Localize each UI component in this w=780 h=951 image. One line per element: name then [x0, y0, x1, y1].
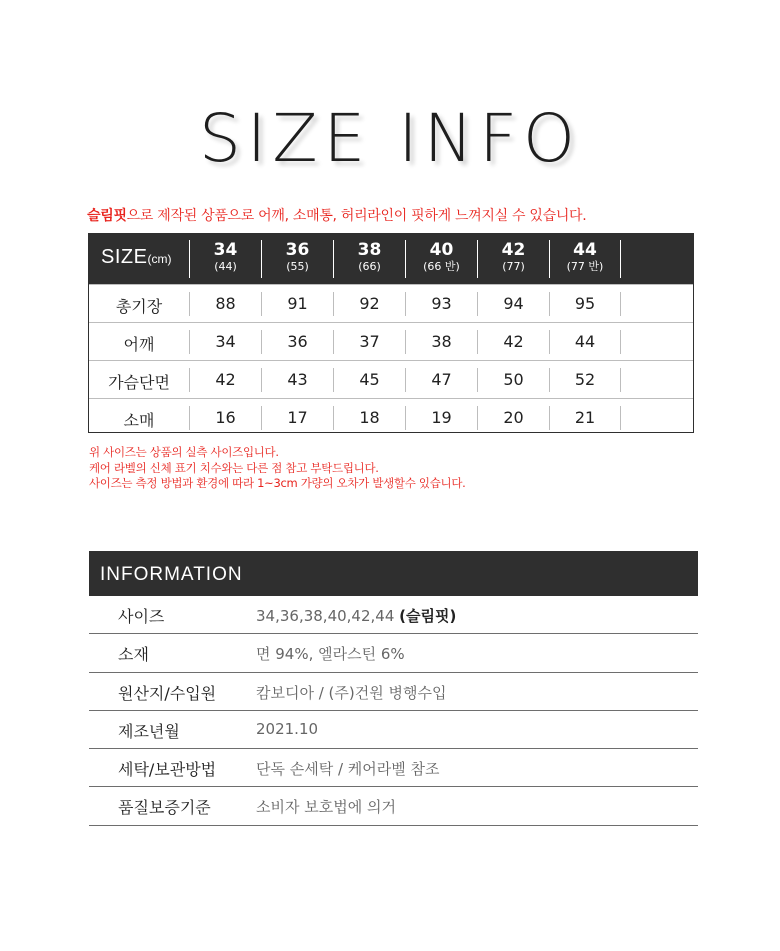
size-sub: (77 반) — [566, 260, 604, 273]
size-col-34 — [189, 240, 261, 278]
size-value: 47 — [405, 368, 477, 392]
size-value: 19 — [405, 406, 477, 430]
size-value: 36 — [261, 330, 333, 354]
size-table-header — [89, 234, 693, 284]
info-key: 사이즈 — [118, 607, 165, 626]
size-num: 36 — [285, 240, 310, 260]
row-label: 어깨 — [123, 335, 155, 354]
size-sub: (44) — [214, 260, 237, 273]
info-row-care — [89, 749, 698, 787]
size-value: 20 — [477, 406, 549, 430]
size-row-shoulder — [89, 322, 693, 360]
info-value: 캄보디아 / (주)건원 병행수입 — [256, 683, 447, 702]
size-header-label — [101, 246, 171, 269]
size-row-chest — [89, 360, 693, 398]
slim-fit-notice — [87, 205, 586, 225]
size-sub: (77) — [502, 260, 525, 273]
info-row-size — [89, 596, 698, 634]
info-value-bold: (슬림핏) — [399, 607, 457, 625]
size-sub: (55) — [286, 260, 309, 273]
info-row-material — [89, 634, 698, 672]
size-value: 21 — [549, 406, 621, 430]
size-num: 38 — [357, 240, 382, 260]
info-value — [256, 605, 456, 626]
notice-highlight: 슬림핏 — [87, 208, 127, 224]
note-line: 위 사이즈는 상품의 실측 사이즈입니다. — [89, 445, 279, 459]
size-row-sleeve — [89, 398, 693, 436]
size-table — [88, 233, 694, 433]
size-sub: (66 반) — [423, 260, 460, 273]
information-table — [89, 551, 698, 826]
size-value: 38 — [405, 330, 477, 354]
size-sub: (66) — [358, 260, 381, 273]
info-key: 소재 — [118, 645, 149, 665]
notice-text: 으로 제작된 상품으로 어깨, 소매통, 허리라인이 핏하게 느껴지실 수 있습니다. — [126, 208, 587, 224]
info-value: 면 94%, 엘라스틴 6% — [256, 645, 405, 664]
size-num: 40 — [429, 240, 454, 260]
info-row-warranty — [89, 787, 698, 825]
info-key: 원산지/수입원 — [118, 683, 217, 703]
size-value: 50 — [477, 368, 549, 392]
size-num: 42 — [501, 240, 526, 260]
row-label: 가슴단면 — [108, 373, 170, 392]
info-value: 단독 손세탁 / 케어라벨 참조 — [256, 760, 440, 779]
info-value-text: 34,36,38,40,42,44 — [256, 607, 400, 625]
info-value: 2021.10 — [256, 719, 319, 738]
size-num: 34 — [213, 240, 238, 260]
size-value: 91 — [261, 292, 333, 316]
row-label: 총기장 — [115, 297, 163, 316]
size-value: 42 — [477, 330, 549, 354]
size-col-42 — [477, 240, 549, 278]
size-value: 93 — [405, 292, 477, 316]
size-label-text: SIZE — [101, 246, 148, 268]
size-value: 92 — [333, 292, 405, 316]
size-value: 16 — [189, 406, 261, 430]
size-value: 94 — [477, 292, 549, 316]
size-value: 95 — [549, 292, 621, 316]
info-row-origin — [89, 673, 698, 711]
size-notes — [89, 445, 466, 492]
size-col-36 — [261, 240, 333, 278]
size-value: 34 — [189, 330, 261, 354]
size-col-40 — [405, 240, 477, 278]
size-unit-text: (cm) — [147, 252, 172, 266]
note-line: 사이즈는 측정 방법과 환경에 따라 1~3cm 가량의 오차가 발생할수 있습니다. — [89, 476, 466, 490]
info-key: 품질보증기준 — [118, 798, 211, 818]
size-col-38 — [333, 240, 405, 278]
size-value: 52 — [549, 368, 621, 392]
information-header: INFORMATION — [89, 551, 698, 596]
size-value: 44 — [549, 330, 621, 354]
size-row-total-length — [89, 284, 693, 322]
info-row-manufacture-date — [89, 711, 698, 749]
row-label: 소매 — [123, 411, 155, 430]
info-key: 세탁/보관방법 — [118, 760, 217, 780]
info-key: 제조년월 — [118, 721, 180, 741]
info-value: 소비자 보호법에 의거 — [256, 798, 396, 817]
page-title: SIZE INFO — [198, 100, 581, 177]
size-value: 45 — [333, 368, 405, 392]
size-value: 37 — [333, 330, 405, 354]
size-value: 42 — [189, 368, 261, 392]
size-value: 18 — [333, 406, 405, 430]
note-line: 케어 라벨의 신체 표기 치수와는 다른 점 참고 부탁드립니다. — [89, 460, 379, 475]
size-col-44 — [549, 240, 621, 278]
size-value: 43 — [261, 368, 333, 392]
size-value: 17 — [261, 406, 333, 430]
size-num: 44 — [573, 240, 597, 260]
size-value: 88 — [189, 292, 261, 316]
